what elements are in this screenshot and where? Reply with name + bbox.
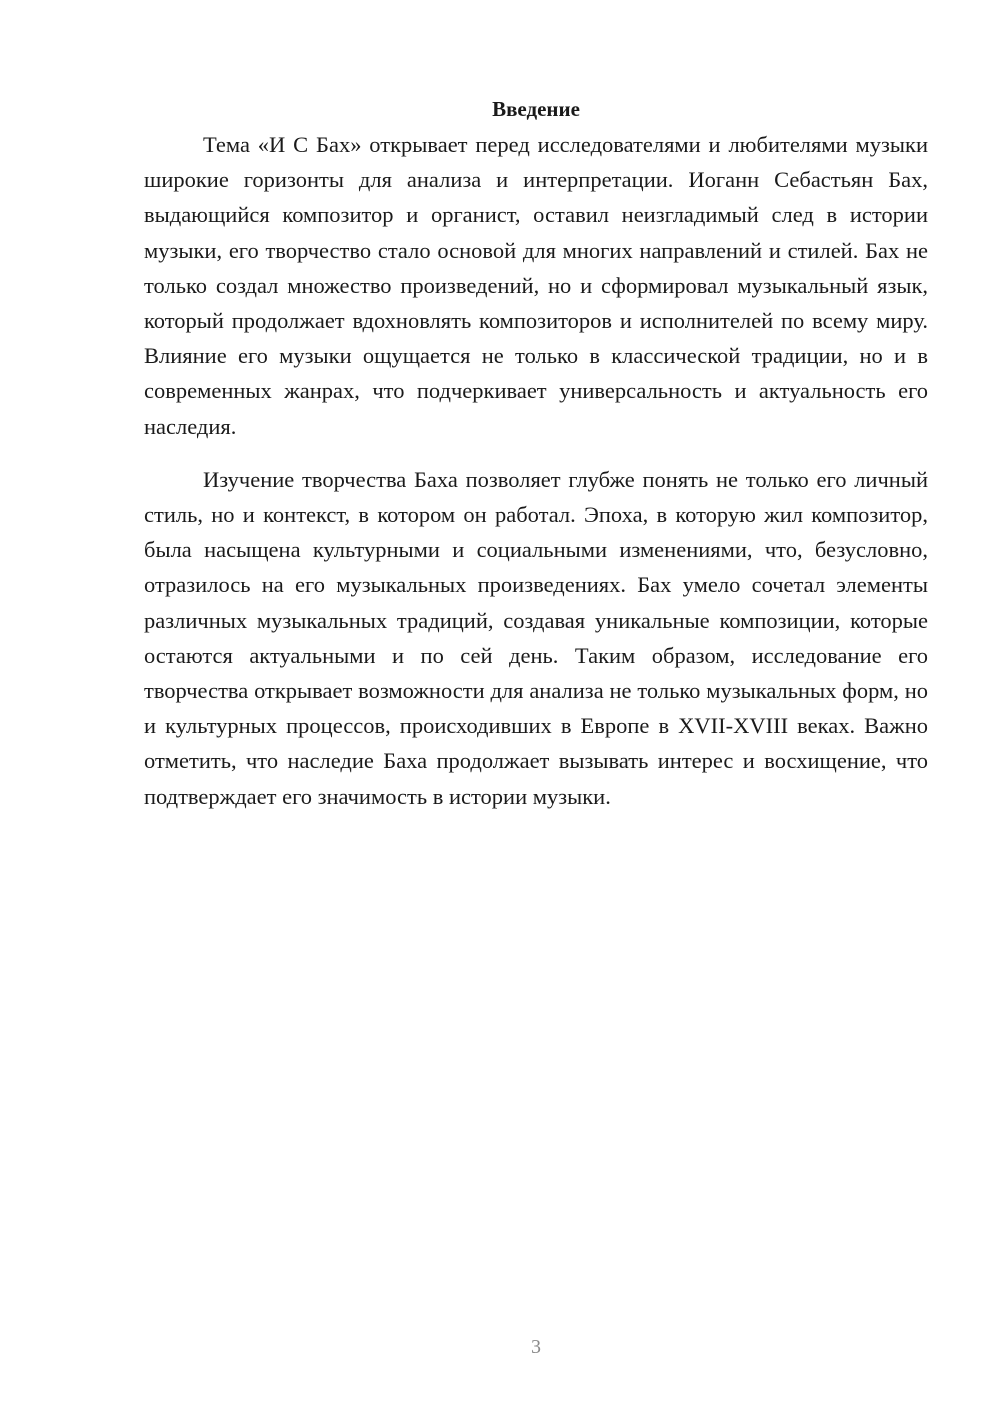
page-number: 3 [531,1336,541,1358]
paragraph-study: Изучение творчества Баха позволяет глубже понять не только его личный стиль, но и контекст, в котором он работал. Эпоха, в которую жил композитор, была насыщена культурными и социальными изменениями, что, безусловно, отразилось на его музыкальных произведениях. Бах умело сочетал элементы различных музыкальных традиций, создавая уникальные композиции, которые остаются актуальными и по сей день. Таким образом, исследование его творчества открывает возможности для анализа не только музыкальных форм, но и культурных процессов, происходивших в Европе в XVII-XVIII веках. Важно отметить, что наследие Баха продолжает вызывать интерес и восхищение, что подтверждает его значимость в истории музыки. [144,466,928,809]
page-content [144,92,928,814]
section-heading: Введение [492,97,580,121]
paragraph-intro: Тема «И С Бах» открывает перед исследователями и любителями музыки широкие горизонты для анализа и интерпретации. Иоганн Себастьян Бах, выдающийся композитор и органист, оставил неизгладимый след в истории музыки, его творчество стало основой для многих направлений и стилей. Бах не только создал множество произведений, но и сформировал музыкальный язык, который продолжает вдохновлять композиторов и исполнителей по всему миру. Влияние его музыки ощущается не только в классической традиции, но и в современных жанрах, что подчеркивает универсальность и актуальность его наследия. [144,132,928,439]
